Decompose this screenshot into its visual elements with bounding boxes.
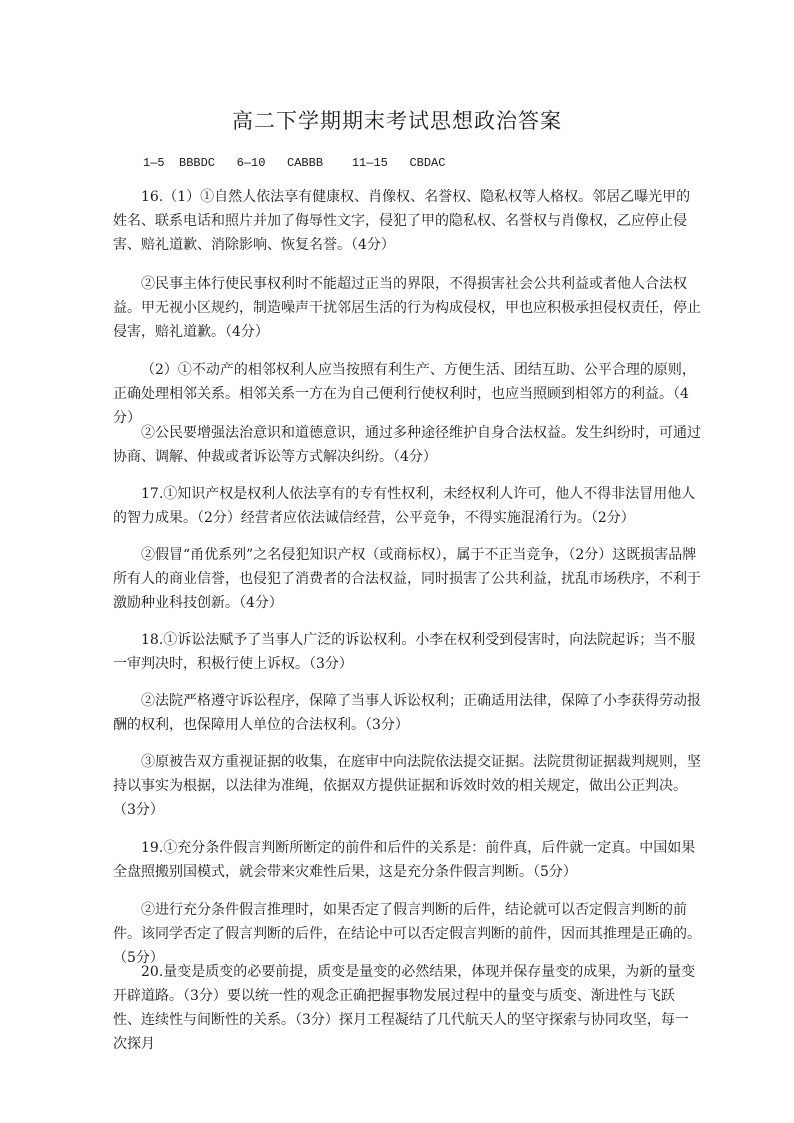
answer-17-part1: 17.①知识产权是权利人依法享有的专有性权利，未经权利人许可，他人不得非法冒用他人的智力成果。（2分）经营者应依法诚信经营，公平竞争，不得实施混淆行为。（2分） bbox=[113, 486, 696, 526]
answer-18-part2: ②法院严格遵守诉讼程序，保障了当事人诉讼权利；正确适用法律，保障了小李获得劳动报酬的权利，也保障用人单位的合法权利。（3分） bbox=[113, 693, 701, 733]
answer-16-1-part1: 16.（1）①自然人依法享有健康权、肖像权、名誉权、隐私权等人格权。邻居乙曝光甲的姓名、联系电话和照片并加了侮辱性文字，侵犯了甲的隐私权、名誉权与肖像权，乙应停止侵害、赔礼道歉、消除影响、恢复名誉。（4分） bbox=[113, 189, 691, 253]
answer-19-part1: 19.①充分条件假言判断所断定的前件和后件的关系是：前件真，后件就一定真。中国如果全盘照搬别国模式，就会带来灾难性后果，这是充分条件假言判断。（5分） bbox=[113, 840, 696, 880]
multiple-choice-answers: 1—5 BBBDC 6—10 CABBB 11—15 CBDAC bbox=[143, 156, 446, 170]
answer-17-part2: ②假冒“甬优系列”之名侵犯知识产权（或商标权），属于不正当竞争，（2分）这既损害品牌所有人的商业信誉，也侵犯了消费者的合法权益，同时损害了公共利益，扰乱市场秩序，不利于激励种业科技创新。（4分） bbox=[113, 547, 701, 611]
answer-16-2-part1: （2）①不动产的相邻权利人应当按照有利生产、方便生活、团结互助、公平合理的原则，正确处理相邻关系。相邻关系一方在为自己便利行使权利时，也应当照顾到相邻方的利益。（4分） bbox=[113, 362, 696, 426]
answer-16-1-part2: ②民事主体行使民事权利时不能超过正当的界限，不得损害社会公共利益或者他人合法权益。甲无视小区规约，制造噪声干扰邻居生活的行为构成侵权，甲也应积极承担侵权责任，停止侵害，赔礼道歉。（4分） bbox=[113, 276, 701, 340]
page-title: 高二下学期期末考试思想政治答案 bbox=[232, 109, 562, 133]
answer-19-part2: ②进行充分条件假言推理时，如果否定了假言判断的后件，结论就可以否定假言判断的前件。该同学否定了假言判断的后件，在结论中可以否定假言判断的前件，因而其推理是正确的。（5分） bbox=[113, 902, 701, 966]
answer-20: 20.量变是质变的必要前提，质变是量变的必然结果，体现并保存量变的成果，为新的量变开辟道路。（3分）要以统一性的观念正确把握事物发展过程中的量变与质变、渐进性与飞跃性、连续性与间断性的关系。（3分）探月工程凝结了几代航天人的坚守探索与协同攻坚，每一次探月 bbox=[113, 964, 696, 1052]
answer-18-part3: ③原被告双方重视证据的收集，在庭审中向法院依法提交证据。法院贯彻证据裁判规则，坚持以事实为根据，以法律为准绳，依据双方提供证据和诉效时效的相关规定，做出公正判决。（3分） bbox=[113, 754, 701, 818]
answer-16-2-part2: ②公民要增强法治意识和道德意识，通过多种途径维护自身合法权益。发生纠纷时，可通过协商、调解、仲裁或者诉讼等方式解决纠纷。（4分） bbox=[113, 425, 701, 465]
answer-18-part1: 18.①诉讼法赋予了当事人广泛的诉讼权利。小李在权利受到侵害时，向法院起诉；当不服一审判决时，积极行使上诉权。（3分） bbox=[113, 632, 696, 672]
